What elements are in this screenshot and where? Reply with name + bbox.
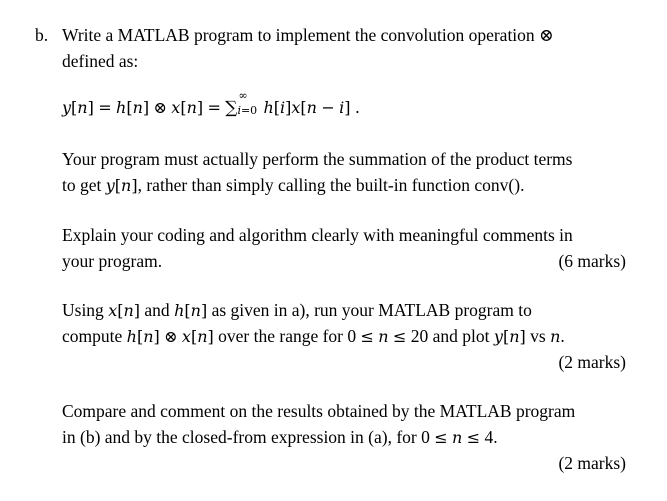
run-line-2: compute h[n] ⊗ x[n] over the range for 0 ≤ n ≤ 20 and plot y[n] vs n. xyxy=(62,326,565,346)
run-marks-line xyxy=(62,349,626,375)
question-label: b. xyxy=(35,25,49,45)
compare-marks-line xyxy=(62,450,626,476)
summation-symbol: ∑ xyxy=(225,98,238,118)
convolution-equation xyxy=(62,89,626,122)
compare-line-1: Compare and comment on the results obtained by the MATLAB program xyxy=(62,401,576,421)
equation-line: y[n] = h[n] ⊗ x[n] = ∑ ∞ i=0 h[i]x[n − i] . xyxy=(62,89,360,118)
marks-2-compare: (2 marks) xyxy=(558,453,626,473)
requirement-line-2: to get y[n], rather than simply calling the built-in function conv(). xyxy=(62,175,525,195)
intro-line-1: Write a MATLAB program to implement the convolution operation ⊗ xyxy=(62,25,554,45)
summation-limits: ∞ i=0 xyxy=(237,89,258,117)
compare-paragraph xyxy=(62,398,626,476)
summation-upper-limit: ∞ xyxy=(238,89,248,102)
run-paragraph xyxy=(62,297,626,375)
marks-2-run: (2 marks) xyxy=(558,352,626,372)
explain-line-1: Explain your coding and algorithm clearly with meaningful comments in xyxy=(62,225,573,245)
explain-line-2: your program. (6 marks) xyxy=(62,248,626,274)
explain-paragraph xyxy=(62,222,626,274)
requirement-paragraph xyxy=(62,146,626,198)
run-line-1: Using x[n] and h[n] as given in a), run your MATLAB program to xyxy=(62,300,532,320)
marks-6: (6 marks) xyxy=(558,251,626,271)
compare-line-2: in (b) and by the closed-from expression in (a), for 0 ≤ n ≤ 4. xyxy=(62,427,498,447)
intro-line-2: defined as: xyxy=(62,51,139,71)
requirement-line-1: Your program must actually perform the summation of the product terms xyxy=(62,149,573,169)
intro-paragraph xyxy=(62,22,626,74)
